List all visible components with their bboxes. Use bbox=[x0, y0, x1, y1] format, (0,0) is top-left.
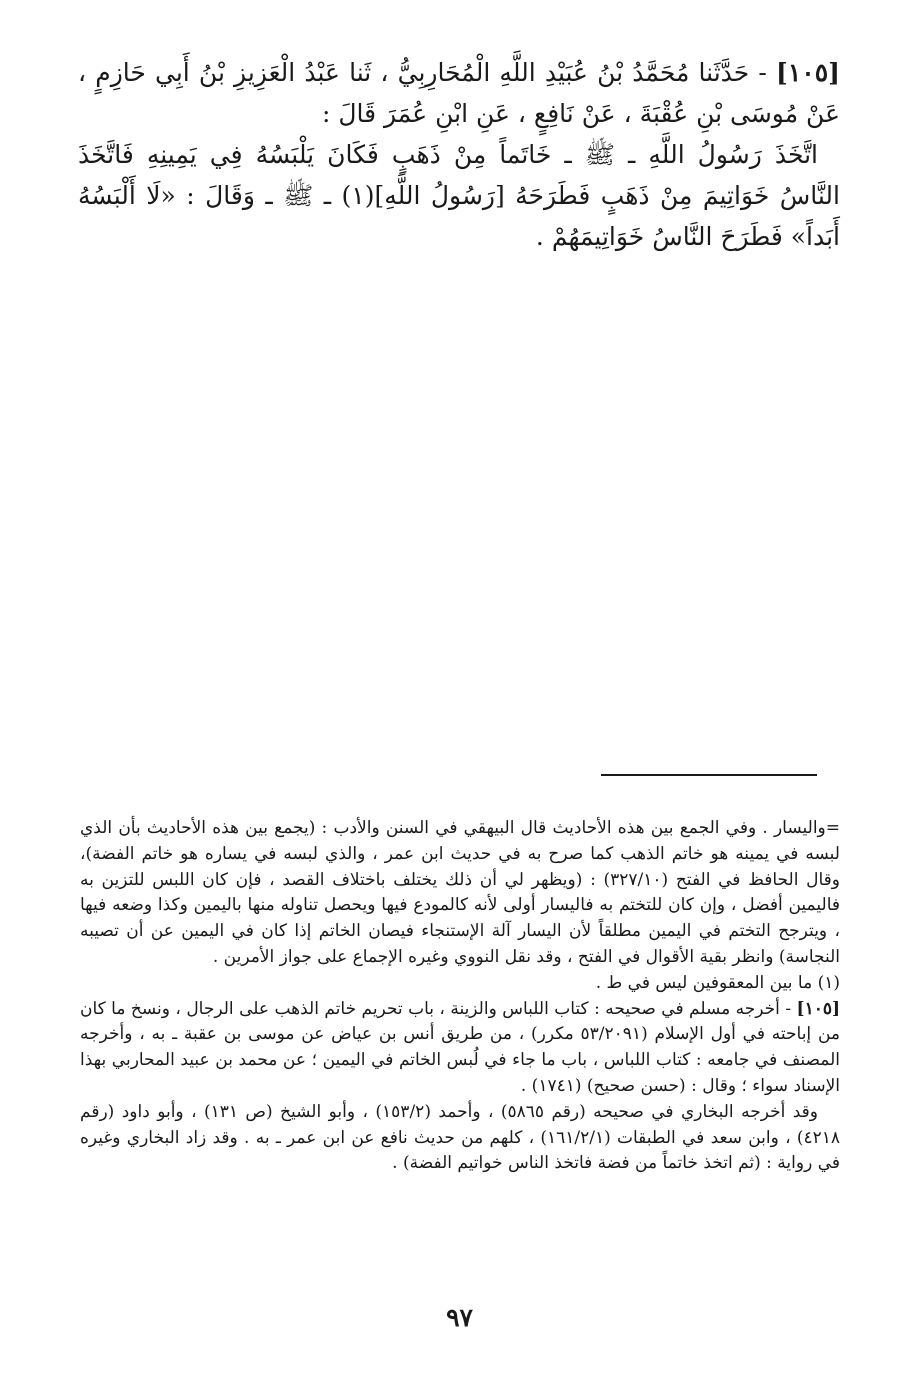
footnote-continuation: =واليسار . وفي الجمع بين هذه الأحاديث قال البيهقي في السنن والأدب : (يجمع بين هذه الأحاديث بأن الذي لبسه في يمينه هو خاتم الذهب كما صرح به في حديث ابن عمر ، والذي لبسه في يساره هو خاتم الفضة)، وقال الحافظ في الفتح (٣٢٧/١٠) : (ويظهر لي أن ذلك يختلف باختلاف القصد ، فإن كان اللبس للتزين به فاليمين أفضل ، وإن كان للتختم به فاليسار أولى لأنه كالمودع فيها ويحصل تناوله منها باليمين وكذا وضعه فيها ، ويترجح التختم في اليمين مطلقاً لأن اليسار آلة الإستنجاء فيصان الخاتم إذا كان في اليمين عن أن تصيبه النجاسة) وانظر بقية الأقوال في الفتح ، وقد نقل النووي وغيره الإجماع على جواز الأمرين . bbox=[80, 818, 840, 967]
footnotes-block bbox=[80, 816, 840, 1177]
footnote-bukhari: وقد أخرجه البخاري في صحيحه (رقم ٥٨٦٥) ، وأحمد (١٥٣/٢) ، وأبو الشيخ (ص ١٣١) ، وأبو داود (رقم ٤٢١٨) ، وابن سعد في الطبقات (١٦١/٢/١) ، كلهم من حديث نافع عن ابن عمر ـ به . وقد زاد البخاري وغيره في رواية : (ثم اتخذ خاتماً من فضة فاتخذ الناس خواتيم الفضة) . bbox=[80, 1101, 840, 1174]
footnote-takhrij bbox=[80, 997, 840, 1100]
page-number: ٩٧ bbox=[446, 1303, 473, 1332]
hadith-chain: - حَدَّثَنا مُحَمَّدُ بْنُ عُبَيْدِ اللَّهِ الْمُحَارِبِيُّ ، ثَنا عَبْدُ الْعَزِيزِ بْنُ أَبِي حَازِمٍ ، عَنْ مُوسَى بْنِ عُقْبَةَ ، عَنْ نَافِعٍ ، عَنِ ابْنِ عُمَرَ قَالَ : bbox=[78, 58, 840, 128]
takhrij-text: - أخرجه مسلم في صحيحه : كتاب اللباس والزينة ، باب تحريم خاتم الذهب على الرجال ، ونسخ ما كان من إباحته في أول الإسلام (٥٣/٢٠٩١ مكرر) ، من طريق أنس بن عياض عن موسى بن عقبة ـ به ، وأخرجه المصنف في جامعه : كتاب اللباس ، باب ما جاء في لُبس الخاتم في اليمين ؛ عن محمد بن عبيد المحاربي بهذا الإسناد سواء ؛ وقال : (حسن صحيح) (١٧٤١) . bbox=[80, 998, 840, 1096]
hadith-text: اتَّخَذَ رَسُولُ اللَّهِ ـ ﷺ ـ خَاتَماً مِنْ ذَهَبٍ فَكَانَ يَلْبَسُهُ فِي يَمِينِهِ فَاتَّخَذَ النَّاسُ خَوَاتِيمَ مِنْ ذَهَبٍ فَطَرَحَهُ [رَسُولُ اللَّهِ](١) ـ ﷺ ـ وَقَالَ : «لَا أَلْبَسُهُ أَبَداً» فَطَرَحَ النَّاسُ خَوَاتِيمَهُمْ . bbox=[78, 140, 840, 251]
hadith-number: [١٠٥] bbox=[776, 58, 840, 87]
footnote-1: (١) ما بين المعقوفين ليس في ط . bbox=[595, 972, 840, 993]
hadith-block bbox=[78, 52, 840, 257]
footnote-divider bbox=[601, 774, 817, 776]
takhrij-number: [١٠٥] bbox=[796, 998, 841, 1019]
hadith-isnad bbox=[78, 52, 840, 134]
